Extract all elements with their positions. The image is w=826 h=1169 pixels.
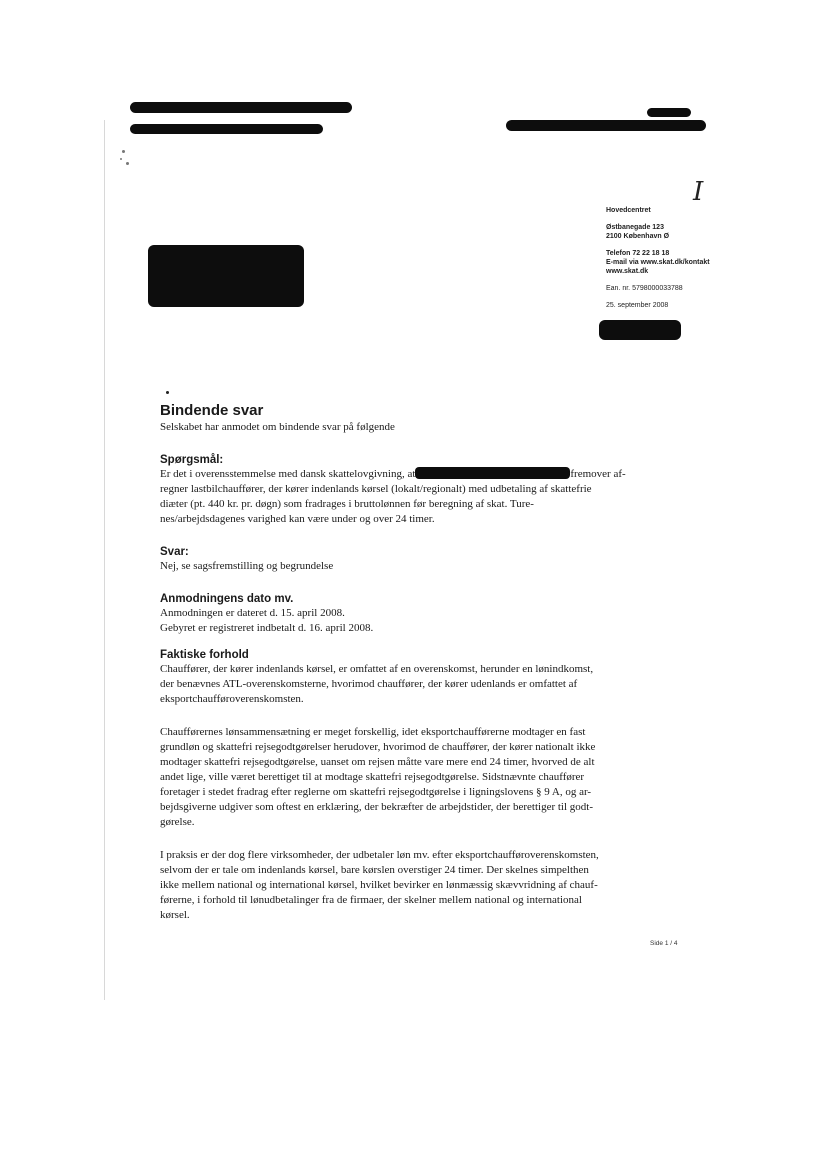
- document-title: Bindende svar: [160, 402, 264, 419]
- scan-speck: [122, 150, 125, 153]
- letter-date: 25. september 2008: [606, 302, 669, 309]
- question-heading: Spørgsmål:: [160, 454, 224, 466]
- redaction-top-right-small: [647, 108, 691, 117]
- org-unit: Hovedcentret: [606, 207, 651, 214]
- redaction-top-2: [130, 124, 323, 134]
- facts-line: der benævnes ATL-overenskomsterne, hvorimod chauffører, der kører udenlands er omfattet af: [160, 678, 578, 690]
- facts-line: foretager i stedet fradrag efter reglerne om skattefri rejsegodtgørelse i ligningslovens § 9 A, og ar-: [160, 786, 592, 798]
- facts-line: Chaufførernes lønsammensætning er meget forskellig, idet eksportchaufførerne modtager en fast: [160, 726, 586, 738]
- request-date-line: Gebyret er registreret indbetalt d. 16. april 2008.: [160, 622, 374, 634]
- facts-line: gørelse.: [160, 816, 195, 828]
- facts-line: selvom der er tale om indenlands kørsel, bare kørslen overstiger 24 timer. Der skelnes simpelthen: [160, 864, 589, 876]
- question-after: fremover af-: [570, 468, 626, 480]
- question-before: Er det i overensstemmelse med dansk skattelovgivning, at: [160, 468, 416, 480]
- page-number: Side 1 / 4: [650, 940, 678, 947]
- city: 2100 København Ø: [606, 233, 670, 240]
- facts-line: modtager skattefri rejsegodtgørelse, uanset om rejsen måtte vare mere end 24 timer, hvorved de alt: [160, 756, 595, 768]
- scan-speck: [120, 158, 122, 160]
- facts-line: grundløn og skattefri rejsegodtgørelser herudover, hvorimod de chauffører, der kører nationalt ikke: [160, 741, 596, 753]
- facts-line: Chauffører, der kører indenlands kørsel, er omfattet af en overenskomst, herunder en lønindkomst,: [160, 663, 594, 675]
- redaction-top-1: [130, 102, 352, 113]
- mark-dot: [166, 391, 169, 394]
- question-line: [160, 467, 700, 482]
- question-line: nes/arbejdsdagenes varighed kan være under og over 24 timer.: [160, 513, 435, 525]
- facts-line: andet lige, ville været berettiget til at modtage skattefri rejsegodtgørelse. Sidstnævnte chauffører: [160, 771, 585, 783]
- ean-number: Ean. nr. 5798000033788: [606, 285, 683, 292]
- facts-line: eksportchaufføroverenskomsten.: [160, 693, 304, 705]
- facts-line: bejdsgiverne udgiver som oftest en erklæring, der bekræfter de arbejdstider, der berettiger til godt-: [160, 801, 594, 813]
- phone: Telefon 72 22 18 18: [606, 250, 670, 257]
- redaction-company: [415, 467, 570, 479]
- sender-address-block: [606, 206, 806, 310]
- facts-line: I praksis er der dog flere virksomheder, der udbetaler løn mv. efter eksportchaufføroverenskomsten,: [160, 849, 599, 861]
- street: Østbanegade 123: [606, 224, 664, 231]
- redaction-reference: [599, 320, 681, 340]
- facts-line: ikke mellem national og international kørsel, hvilket bevirker en lønmæssig skævvridning af chauf-: [160, 879, 598, 891]
- facts-line: førerne, i forhold til lønudbetalinger fra de firmaer, der skelner mellem national og international: [160, 894, 582, 906]
- facts-line: kørsel.: [160, 909, 190, 921]
- redaction-recipient: [148, 245, 304, 307]
- website: www.skat.dk: [606, 268, 649, 275]
- facts-heading: Faktiske forhold: [160, 649, 249, 661]
- answer-text: Nej, se sagsfremstilling og begrundelse: [160, 560, 334, 572]
- question-line: diæter (pt. 440 kr. pr. døgn) som fradrages i bruttolønnen før beregning af skat. Ture-: [160, 498, 534, 510]
- answer-heading: Svar:: [160, 546, 189, 558]
- request-date-heading: Anmodningens dato mv.: [160, 593, 294, 605]
- scan-edge: [104, 120, 105, 1000]
- email: E-mail via www.skat.dk/kontakt: [606, 259, 710, 266]
- scan-speck: [126, 162, 129, 165]
- intro-text: Selskabet har anmodet om bindende svar på følgende: [160, 421, 395, 433]
- question-line: regner lastbilchauffører, der kører indenlands kørsel (lokalt/regionalt) med udbetaling af skattefrie: [160, 483, 592, 495]
- handwritten-mark: I: [693, 177, 704, 207]
- redaction-top-right: [506, 120, 706, 131]
- request-date-line: Anmodningen er dateret d. 15. april 2008.: [160, 607, 345, 619]
- document-body: [160, 402, 700, 923]
